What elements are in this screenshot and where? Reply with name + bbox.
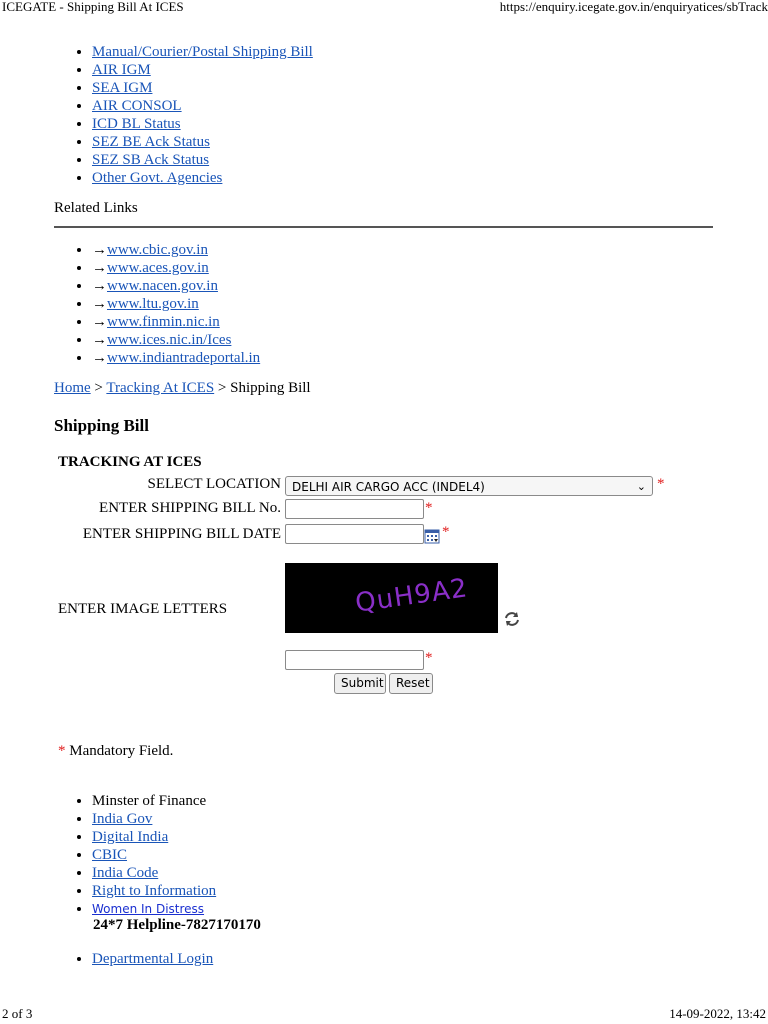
list-item <box>92 846 216 864</box>
chevron-down-icon: ⌄ <box>636 480 646 493</box>
nav-link-other-govt[interactable]: Other Govt. Agencies <box>92 170 223 186</box>
arrow-icon: → <box>92 260 107 276</box>
list-item <box>92 169 313 187</box>
list-item <box>92 133 313 151</box>
footer-link-rti[interactable]: Right to Information <box>92 883 217 899</box>
refresh-icon[interactable] <box>503 611 521 627</box>
list-item <box>92 43 313 61</box>
captcha-input[interactable] <box>285 650 424 670</box>
required-marker: * <box>425 650 433 666</box>
required-marker: * <box>425 500 433 516</box>
arrow-icon: → <box>92 296 107 312</box>
reset-button[interactable]: Reset <box>389 673 433 694</box>
list-item <box>92 151 313 169</box>
required-marker: * <box>442 524 450 540</box>
footer-minister: Minster of Finance <box>92 793 207 809</box>
required-marker: * <box>58 743 66 759</box>
list-item <box>92 349 260 367</box>
nav-link-sez-be-ack[interactable]: SEZ BE Ack Status <box>92 134 210 150</box>
list-item <box>92 882 216 900</box>
enquiry-nav-list <box>72 43 313 187</box>
related-link-ltu[interactable]: www.ltu.gov.in <box>107 296 199 312</box>
arrow-icon: → <box>92 278 107 294</box>
list-item <box>92 79 313 97</box>
calendar-icon[interactable] <box>424 528 440 544</box>
captcha-text: QuH9A2 <box>353 573 470 619</box>
nav-link-air-consol[interactable]: AIR CONSOL <box>92 98 182 114</box>
related-links-heading: Related Links <box>54 200 138 216</box>
breadcrumb-home[interactable]: Home <box>54 380 91 396</box>
nav-link-manual-shipping-bill[interactable]: Manual/Courier/Postal Shipping Bill <box>92 44 313 60</box>
location-select-value: DELHI AIR CARGO ACC (INDEL4) <box>292 480 485 494</box>
list-item <box>92 115 313 133</box>
list-item <box>92 259 260 277</box>
print-footer <box>0 1008 768 1024</box>
print-header <box>0 0 768 16</box>
location-select[interactable] <box>285 476 653 496</box>
related-link-cbic[interactable]: www.cbic.gov.in <box>107 242 208 258</box>
divider <box>54 226 713 228</box>
related-link-nacen[interactable]: www.nacen.gov.in <box>107 278 218 294</box>
arrow-icon: → <box>92 332 107 348</box>
list-item <box>92 277 260 295</box>
page-number: 2 of 3 <box>2 1006 33 1021</box>
print-datetime: 14-09-2022, 13:42 <box>669 1006 766 1021</box>
mandatory-note <box>58 743 173 760</box>
footer-link-digital-india[interactable]: Digital India <box>92 829 169 845</box>
related-link-aces[interactable]: www.aces.gov.in <box>107 260 209 276</box>
footer-link-india-gov[interactable]: India Gov <box>92 811 153 827</box>
list-item <box>92 828 216 846</box>
bill-date-label: ENTER SHIPPING BILL DATE <box>82 526 281 542</box>
related-link-finmin[interactable]: www.finmin.nic.in <box>107 314 220 330</box>
breadcrumb-separator: > <box>94 380 103 396</box>
form-title: TRACKING AT ICES <box>58 454 202 470</box>
mandatory-note-text: Mandatory Field. <box>69 743 174 759</box>
breadcrumb-separator: > <box>217 380 227 396</box>
nav-link-sea-igm[interactable]: SEA IGM <box>92 80 153 96</box>
list-item <box>92 900 216 918</box>
required-marker: * <box>657 476 665 492</box>
page-heading: Shipping Bill <box>54 416 149 435</box>
list-item <box>92 241 260 259</box>
captcha-label: ENTER IMAGE LETTERS <box>58 601 228 617</box>
list-item <box>92 864 216 882</box>
list-item <box>92 295 260 313</box>
related-link-ices[interactable]: www.ices.nic.in/Ices <box>107 332 232 348</box>
bill-no-input[interactable] <box>285 499 424 519</box>
captcha-image <box>285 563 498 633</box>
breadcrumb <box>54 380 311 397</box>
list-item <box>92 810 216 828</box>
list-item <box>92 313 260 331</box>
nav-link-sez-sb-ack[interactable]: SEZ SB Ack Status <box>92 152 210 168</box>
list-item <box>92 61 313 79</box>
page-url: https://enquiry.icegate.gov.in/enquiryatices/sbTrack <box>499 0 768 14</box>
related-links-list <box>72 241 260 367</box>
bill-no-label: ENTER SHIPPING BILL No. <box>99 500 281 516</box>
nav-link-air-igm[interactable]: AIR IGM <box>92 62 151 78</box>
helpline-text: 24*7 Helpline-7827170170 <box>93 917 261 933</box>
list-item <box>92 331 260 349</box>
bill-date-input[interactable] <box>285 524 424 544</box>
arrow-icon: → <box>92 350 107 366</box>
list-item <box>92 950 213 968</box>
breadcrumb-current: Shipping Bill <box>230 380 311 396</box>
nav-link-icd-bl-status[interactable]: ICD BL Status <box>92 116 181 132</box>
location-label: SELECT LOCATION <box>147 476 281 492</box>
footer-link-cbic[interactable]: CBIC <box>92 847 128 863</box>
list-item <box>92 792 216 810</box>
departmental-login-link[interactable]: Departmental Login <box>92 951 214 967</box>
arrow-icon: → <box>92 314 107 330</box>
submit-button[interactable]: Submit <box>334 673 386 694</box>
departmental-list <box>72 950 213 968</box>
breadcrumb-tracking[interactable]: Tracking At ICES <box>106 380 215 396</box>
footer-list <box>72 792 216 918</box>
related-link-indiantradeportal[interactable]: www.indiantradeportal.in <box>107 350 261 366</box>
footer-link-women-in-distress[interactable]: Women In Distress <box>92 902 205 916</box>
arrow-icon: → <box>92 242 107 258</box>
list-item <box>92 97 313 115</box>
footer-link-india-code[interactable]: India Code <box>92 865 159 881</box>
page-title-header: ICEGATE - Shipping Bill At ICES <box>2 0 184 14</box>
